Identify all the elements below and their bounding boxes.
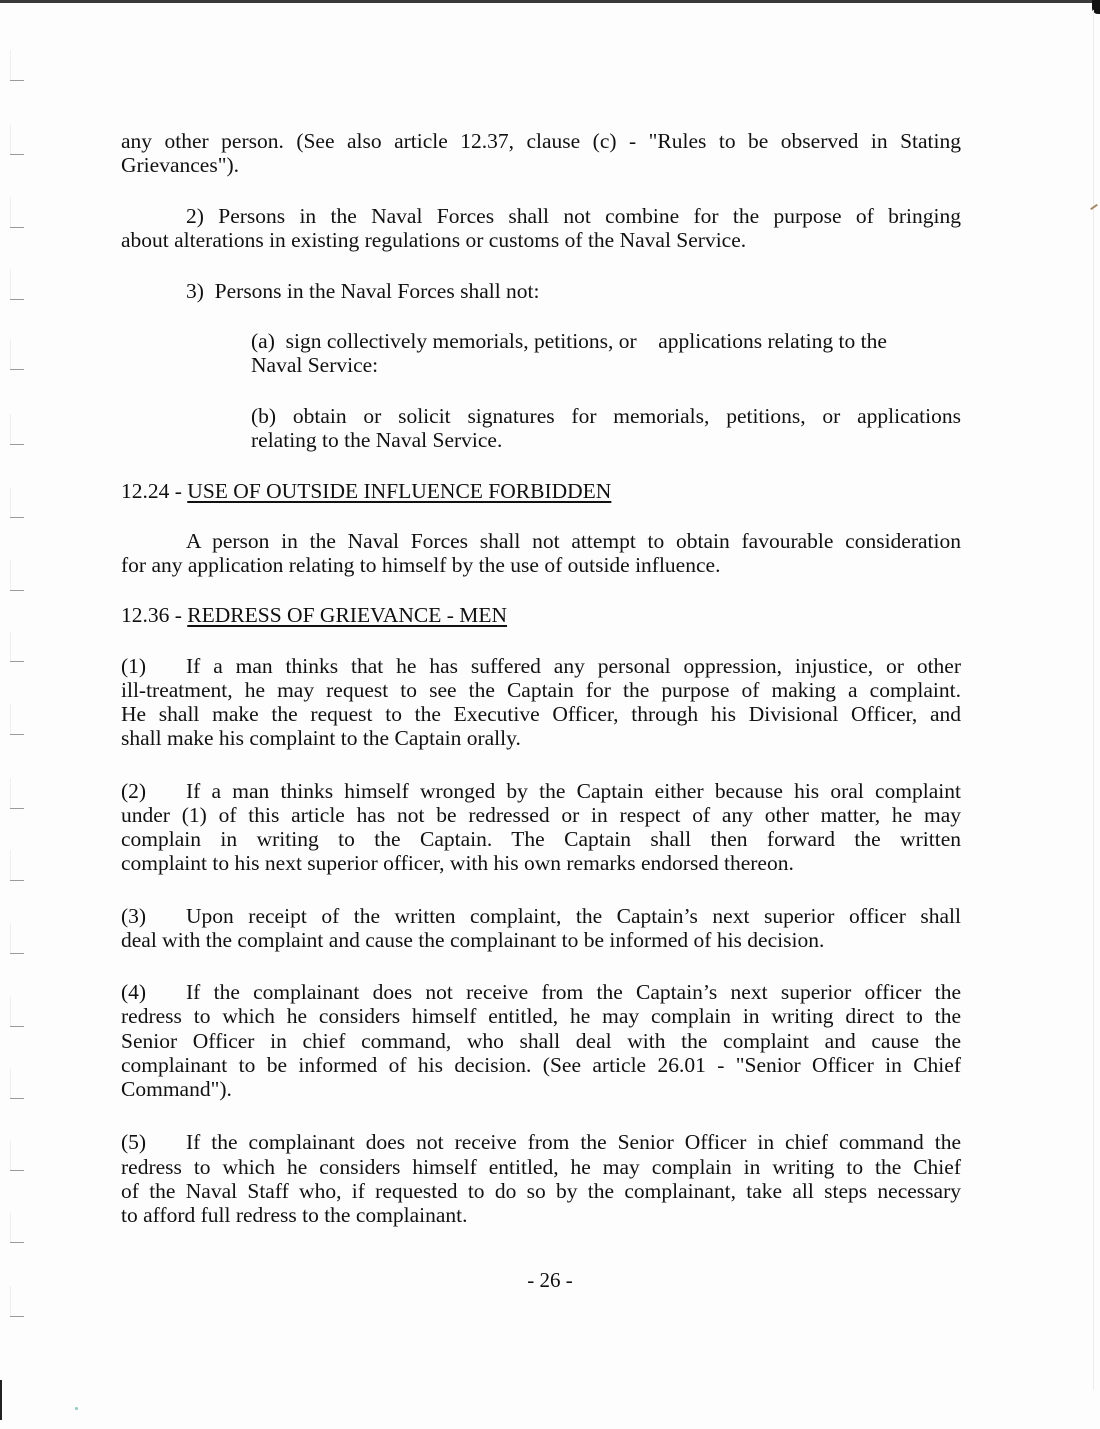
binder-hole-mark [10,299,24,300]
scan-left-edge-mark [0,1380,2,1420]
pen-mark [1090,204,1098,210]
text-line: If a man thinks himself wronged by the Captain either because his oral complaint [186,779,961,803]
binder-hole-mark [10,953,24,954]
clause-label: (5) [121,1130,147,1154]
binder-hole-mark [10,1098,24,1099]
text-line: to afford full redress to the complainant. [121,1203,468,1227]
text-line: If the complainant does not receive from the Senior Officer in chief command the [186,1130,961,1154]
text-line: 2) Persons in the Naval Forces shall not combine for the purpose of bringing [186,204,961,228]
text-line: (b) obtain or solicit signatures for memorials, petitions, or applications [251,404,961,428]
text-line: for any application relating to himself by the use of outside influence. [121,553,721,577]
scan-top-edge [0,0,1100,3]
text-line: redress to which he considers himself entitled, he may complain in writing direct to the [121,1004,961,1028]
clause-label: (1) [121,654,147,678]
binder-hole-mark [10,444,24,445]
binder-hole-mark [10,590,24,591]
text-line: Senior Officer in chief command, who shall deal with the complaint and cause the [121,1029,961,1053]
text-line: redress to which he considers himself entitled, he may complain in writing to the Chief [121,1155,961,1179]
binder-hole-mark [10,880,24,881]
text-line: under (1) of this article has not be redressed or in respect of any other matter, he may [121,803,961,827]
page-number: - 26 - [527,1268,573,1292]
scan-right-edge [1093,10,1094,1390]
section-heading [121,603,507,628]
text-line: complainant to be informed of his decision. (See article 26.01 - "Senior Officer in Chief [121,1053,961,1077]
binder-hole-mark [10,154,24,155]
text-line: about alterations in existing regulations or customs of the Naval Service. [121,228,747,252]
binder-hole-mark [10,734,24,735]
binder-hole-mark [10,517,24,518]
section-title: USE OF OUTSIDE INFLUENCE FORBIDDEN [187,479,612,503]
scan-speck [75,1407,78,1410]
text-line: deal with the complaint and cause the complainant to be informed of his decision. [121,928,825,952]
clause-label: (3) [121,904,147,928]
binder-hole-mark [10,661,24,662]
binder-hole-mark [10,1026,24,1027]
binder-hole-mark [10,1242,24,1243]
binder-hole-mark [10,1170,24,1171]
text-line: Naval Service: [251,353,379,377]
clause-label: (4) [121,980,147,1004]
text-line: If a man thinks that he has suffered any personal oppression, injustice, or other [186,654,961,678]
text-line: of the Naval Staff who, if requested to do so by the complainant, take all steps necessary [121,1179,961,1203]
text-line: A person in the Naval Forces shall not attempt to obtain favourable consideration [186,529,961,553]
binder-hole-mark [10,808,24,809]
binder-hole-mark [10,369,24,370]
text-line: complaint to his next superior officer, with his own remarks endorsed thereon. [121,851,794,875]
text-line: ill-treatment, he may request to see the Captain for the purpose of making a complaint. [121,678,961,702]
section-number: 12.36 - [121,603,188,627]
binder-hole-mark [10,80,24,81]
text-line: any other person. (See also article 12.37, clause (c) - "Rules to be observed in Stating [121,129,961,153]
text-line: relating to the Naval Service. [251,428,503,452]
section-title: REDRESS OF GRIEVANCE - MEN [187,603,508,627]
text-line: shall make his complaint to the Captain orally. [121,726,521,750]
section-heading [121,479,611,504]
text-line: Upon receipt of the written complaint, the Captain’s next superior officer shall [186,904,961,928]
text-line: He shall make the request to the Executive Officer, through his Divisional Officer, and [121,702,961,726]
clause-label: (2) [121,779,147,803]
text-line: If the complainant does not receive from the Captain’s next superior officer the [186,980,961,1004]
binder-hole-mark [10,1316,24,1317]
binder-hole-mark [10,227,24,228]
text-line: 3) Persons in the Naval Forces shall not: [186,279,540,303]
text-line: Grievances"). [121,153,240,177]
text-line: (a) sign collectively memorials, petitions, or applications relating to the [251,329,887,353]
text-line: complain in writing to the Captain. The Captain shall then forward the written [121,827,961,851]
section-number: 12.24 - [121,479,188,503]
text-line: Command"). [121,1077,232,1101]
